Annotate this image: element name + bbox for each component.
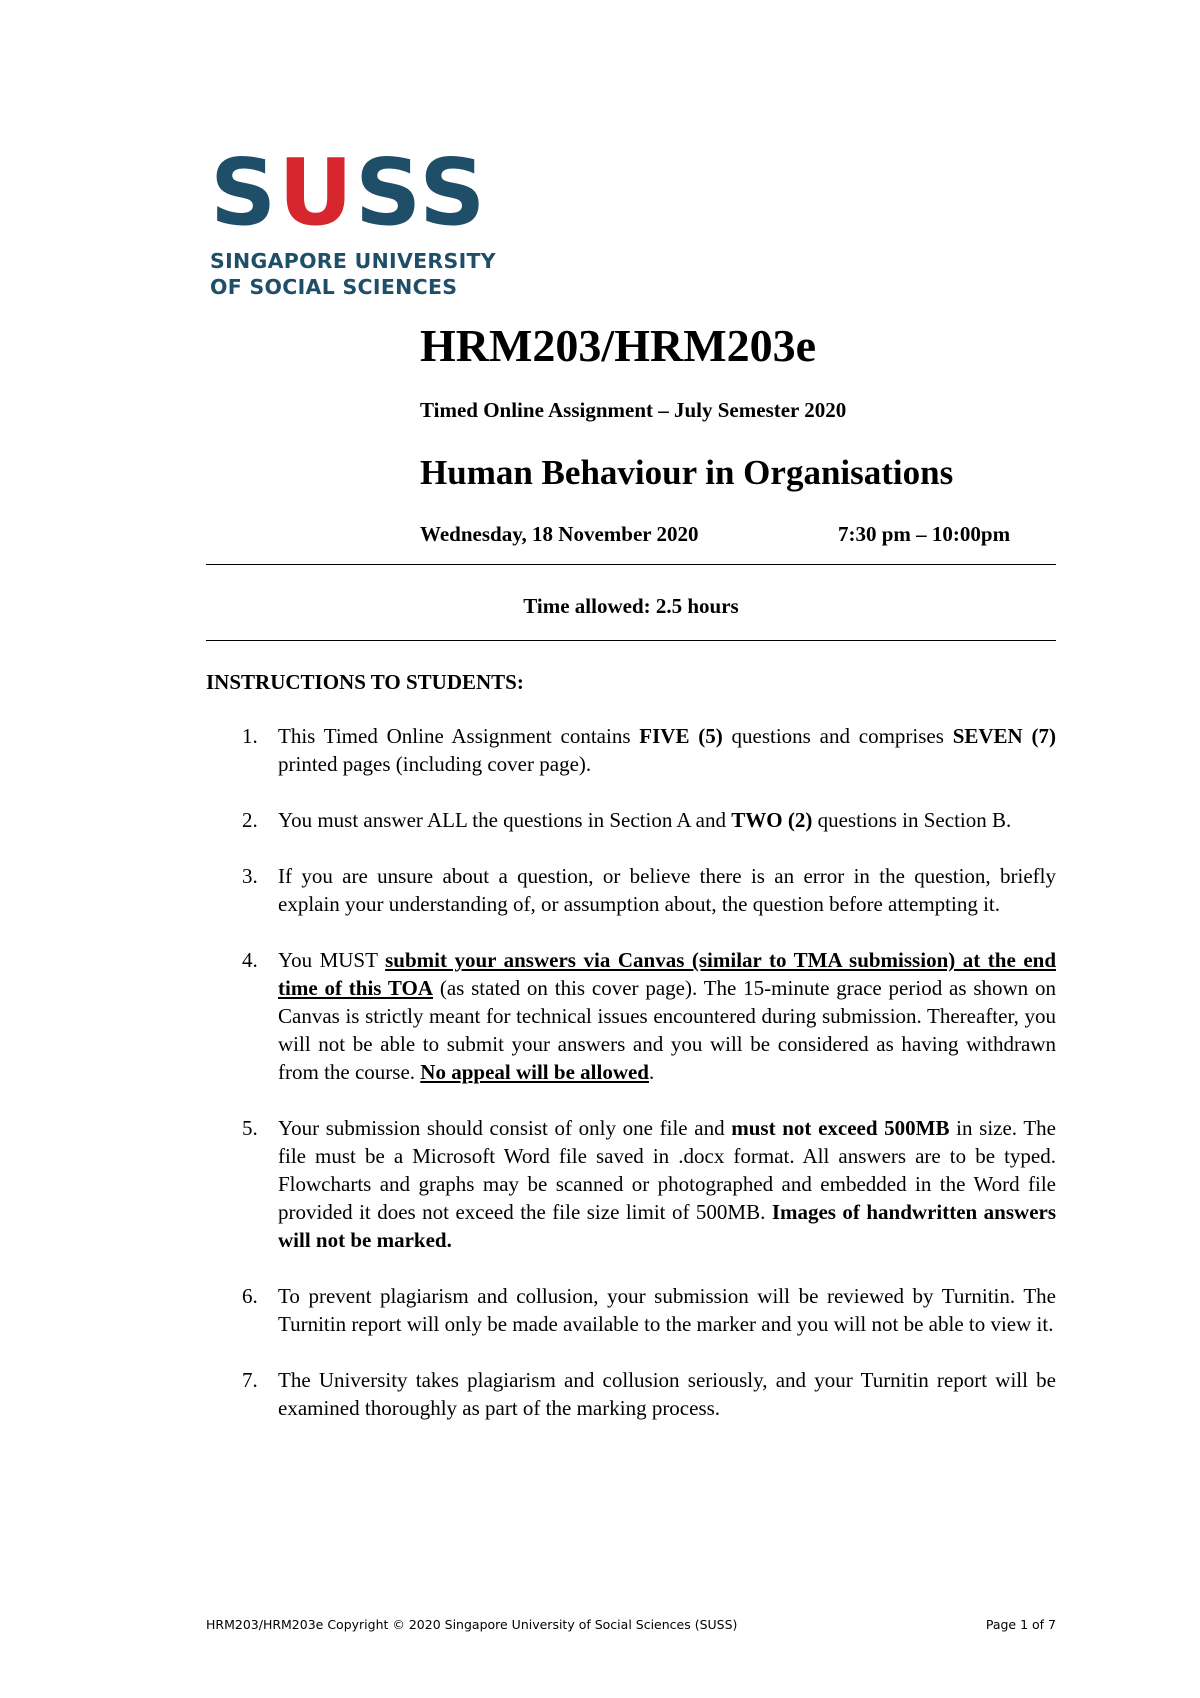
instruction-bold: FIVE (5)	[639, 724, 723, 748]
instruction-text: in size. The file must be a Microsoft Word file saved in .docx format. All answers are to be typed. Flowcharts and graphs may be scanned or photographed and embedded in the Word file provided it does not exceed the file size limit of 500MB.	[278, 1116, 1056, 1224]
exam-date: Wednesday, 18 November 2020	[420, 522, 699, 546]
instruction-item-7	[206, 1366, 1056, 1422]
instruction-item-6	[206, 1282, 1056, 1338]
time-allowed: Time allowed: 2.5 hours	[523, 594, 739, 618]
instructions-heading: INSTRUCTIONS TO STUDENTS:	[206, 670, 524, 694]
instruction-item-4	[206, 946, 1056, 1086]
instruction-text: You must answer ALL the questions in Section A and	[278, 808, 732, 832]
course-title: Human Behaviour in Organisations	[420, 453, 954, 492]
instruction-number: 6.	[242, 1284, 258, 1308]
instruction-text: (as stated on this cover page). The 15-minute grace period as shown on Canvas is strictly meant for technical issues encountered during submission. Thereafter, you will not be able to submit your answers and you will be considered as having withdrawn from the course.	[278, 976, 1056, 1084]
instruction-number: 3.	[242, 864, 258, 888]
instruction-bold-underline: submit your answers via Canvas (similar to TMA submission) at the end time of this TOA	[278, 948, 1056, 1000]
instruction-item-1	[206, 722, 1056, 778]
logo-line-2: OF SOCIAL SCIENCES	[210, 275, 458, 299]
logo-letter-s: S	[210, 139, 279, 246]
instruction-text: .	[648, 1060, 655, 1084]
instruction-number: 5.	[242, 1116, 258, 1140]
divider-top	[206, 564, 1056, 565]
instruction-number: 1.	[242, 724, 258, 748]
suss-logo	[210, 139, 510, 300]
instruction-text: The University takes plagiarism and collusion seriously, and your Turnitin report will be examined thoroughly as part of the marking process.	[278, 1368, 1056, 1420]
instruction-number: 4.	[242, 948, 258, 972]
assignment-subtitle: Timed Online Assignment – July Semester 2020	[420, 398, 847, 422]
instruction-text: Your submission should consist of only one file and	[278, 1116, 732, 1140]
instructions-list	[206, 722, 1056, 1450]
instruction-item-2	[206, 806, 1056, 834]
instruction-text: If you are unsure about a question, or believe there is an error in the question, briefly explain your understanding of, or assumption about, the question before attempting it.	[278, 864, 1056, 916]
instruction-bold: TWO (2)	[731, 808, 813, 832]
divider-bottom	[206, 640, 1056, 641]
instruction-text: This Timed Online Assignment contains	[278, 724, 640, 748]
instruction-text: questions in Section B.	[812, 808, 1012, 832]
instruction-number: 2.	[242, 808, 258, 832]
instruction-bold: SEVEN (7)	[952, 724, 1056, 748]
footer-copyright: HRM203/HRM203e Copyright © 2020 Singapore University of Social Sciences (SUSS)	[206, 1617, 738, 1632]
instruction-text: printed pages (including cover page).	[278, 752, 592, 776]
instruction-item-3	[206, 862, 1056, 918]
instruction-text: You MUST	[278, 948, 386, 972]
instruction-bold: must not exceed 500MB	[731, 1116, 950, 1140]
footer-page-number: Page 1 of 7	[985, 1617, 1056, 1632]
logo-university-name	[210, 248, 510, 300]
instruction-bold: Images of handwritten answers will not be marked.	[278, 1200, 1057, 1252]
exam-time: 7:30 pm – 10:00pm	[838, 522, 1011, 546]
instruction-text: questions and comprises	[722, 724, 953, 748]
logo-letter-u: U	[278, 139, 355, 246]
instruction-text: To prevent plagiarism and collusion, your submission will be reviewed by Turnitin. The Turnitin report will only be made available to the marker and you will not be able to view it.	[278, 1284, 1056, 1336]
logo-letters-ss: SS	[354, 139, 488, 246]
logo-line-1: SINGAPORE UNIVERSITY	[210, 249, 496, 273]
instruction-item-5	[206, 1114, 1056, 1254]
instruction-number: 7.	[242, 1368, 258, 1392]
course-code: HRM203/HRM203e	[420, 320, 817, 371]
logo-wordmark	[210, 139, 510, 246]
instruction-bold-underline: No appeal will be allowed	[420, 1060, 649, 1084]
